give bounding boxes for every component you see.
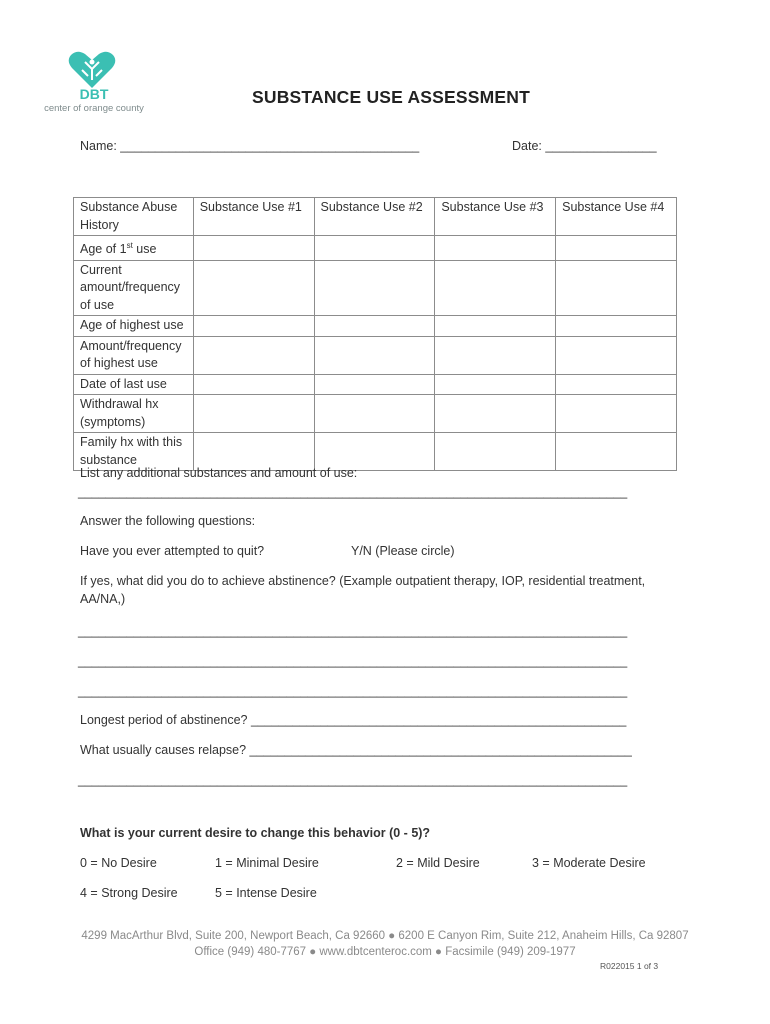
- table-cell[interactable]: [314, 316, 435, 337]
- scale-option-1[interactable]: 1 = Minimal Desire: [215, 856, 319, 870]
- abstinence-question: If yes, what did you do to achieve abstinence? (Example outpatient therapy, IOP, residential treatment,: [80, 574, 646, 588]
- table-cell[interactable]: [435, 316, 556, 337]
- logo-tagline: center of orange county: [44, 103, 144, 114]
- answer-line[interactable]: _______________________________________________________________________________: [78, 485, 628, 499]
- table-cell[interactable]: [435, 236, 556, 261]
- longest-abstinence-field[interactable]: Longest period of abstinence? ______________________________________________________: [80, 713, 627, 727]
- row-label-age-highest-use: Age of highest use: [74, 316, 194, 337]
- form-code: R022015 1 of 3: [600, 961, 659, 971]
- row-label-text: Age of 1: [80, 242, 127, 257]
- header-cell-use4: Substance Use #4: [556, 198, 677, 236]
- table-cell[interactable]: [556, 260, 677, 316]
- puzzle-heart-icon: [66, 50, 118, 90]
- answer-intro: Answer the following questions:: [80, 514, 256, 528]
- header-cell-use1: Substance Use #1: [193, 198, 314, 236]
- table-cell[interactable]: [556, 316, 677, 337]
- table-cell[interactable]: [314, 395, 435, 433]
- table-cell[interactable]: [314, 336, 435, 374]
- scale-option-4[interactable]: 4 = Strong Desire: [80, 886, 178, 900]
- table-row: [74, 260, 677, 316]
- date-field[interactable]: Date: ________________: [512, 139, 657, 153]
- row-label-current-amount: Current amount/frequency of use: [74, 260, 194, 316]
- scale-option-2[interactable]: 2 = Mild Desire: [396, 856, 480, 870]
- row-label-sup: st: [126, 241, 133, 250]
- table-cell[interactable]: [556, 374, 677, 395]
- logo-name: DBT: [79, 86, 109, 102]
- footer-address: 4299 MacArthur Blvd, Suite 200, Newport Beach, Ca 92660 ● 6200 E Canyon Rim, Suite 212, Anaheim Hills, Ca 92807: [81, 930, 689, 942]
- header-cell-history: Substance Abuse History: [74, 198, 194, 236]
- name-field[interactable]: Name: ___________________________________________: [80, 139, 420, 153]
- quit-question: Have you ever attempted to quit?: [80, 544, 265, 558]
- answer-line[interactable]: _______________________________________________________________________________: [78, 624, 628, 638]
- table-cell[interactable]: [435, 374, 556, 395]
- table-cell[interactable]: [193, 260, 314, 316]
- header-cell-use3: Substance Use #3: [435, 198, 556, 236]
- table-row: [74, 433, 677, 471]
- relapse-field[interactable]: What usually causes relapse? _______________________________________________________: [80, 743, 632, 757]
- table-cell[interactable]: [193, 316, 314, 337]
- table-cell[interactable]: [193, 395, 314, 433]
- table-row: [74, 236, 677, 261]
- table-cell[interactable]: [435, 336, 556, 374]
- table-cell[interactable]: [314, 433, 435, 471]
- row-label-date-last-use: Date of last use: [74, 374, 194, 395]
- table-cell[interactable]: [193, 433, 314, 471]
- dbt-logo: [44, 50, 144, 116]
- quit-yn[interactable]: Y/N (Please circle): [351, 544, 455, 558]
- answer-line[interactable]: _______________________________________________________________________________: [78, 773, 628, 787]
- table-cell[interactable]: [435, 260, 556, 316]
- header-cell-use2: Substance Use #2: [314, 198, 435, 236]
- desire-question: What is your current desire to change this behavior (0 - 5)?: [80, 826, 431, 840]
- table-cell[interactable]: [314, 374, 435, 395]
- table-cell[interactable]: [193, 336, 314, 374]
- table-row: [74, 374, 677, 395]
- table-row: [74, 316, 677, 337]
- table-cell[interactable]: [556, 236, 677, 261]
- table-cell[interactable]: [314, 260, 435, 316]
- row-label-amount-highest: Amount/frequency of highest use: [74, 336, 194, 374]
- row-label-family-hx: Family hx with this substance: [74, 433, 194, 471]
- answer-line[interactable]: _______________________________________________________________________________: [78, 684, 628, 698]
- footer-contact: Office (949) 480-7767 ● www.dbtcenteroc.com ● Facsimile (949) 209-1977: [194, 946, 576, 958]
- table-cell[interactable]: [556, 433, 677, 471]
- table-cell[interactable]: [556, 395, 677, 433]
- row-label-withdrawal: Withdrawal hx (symptoms): [74, 395, 194, 433]
- scale-option-3[interactable]: 3 = Moderate Desire: [532, 856, 646, 870]
- scale-option-5[interactable]: 5 = Intense Desire: [215, 886, 317, 900]
- table-cell[interactable]: [314, 236, 435, 261]
- table-cell[interactable]: [556, 336, 677, 374]
- scale-option-0[interactable]: 0 = No Desire: [80, 856, 157, 870]
- page-title: SUBSTANCE USE ASSESSMENT: [252, 87, 531, 107]
- table-row: [74, 395, 677, 433]
- abstinence-question-cont: AA/NA,): [80, 592, 126, 606]
- additional-substances-label: List any additional substances and amount of use:: [80, 466, 358, 480]
- table-cell[interactable]: [435, 433, 556, 471]
- table-row: [74, 336, 677, 374]
- table-cell[interactable]: [193, 374, 314, 395]
- row-label-age-first-use: [74, 236, 194, 261]
- table-header-row: [74, 198, 677, 236]
- row-label-tail: use: [132, 242, 157, 257]
- table-cell[interactable]: [435, 395, 556, 433]
- answer-line[interactable]: _______________________________________________________________________________: [78, 654, 628, 668]
- table-cell[interactable]: [193, 236, 314, 261]
- substance-table: [73, 197, 677, 471]
